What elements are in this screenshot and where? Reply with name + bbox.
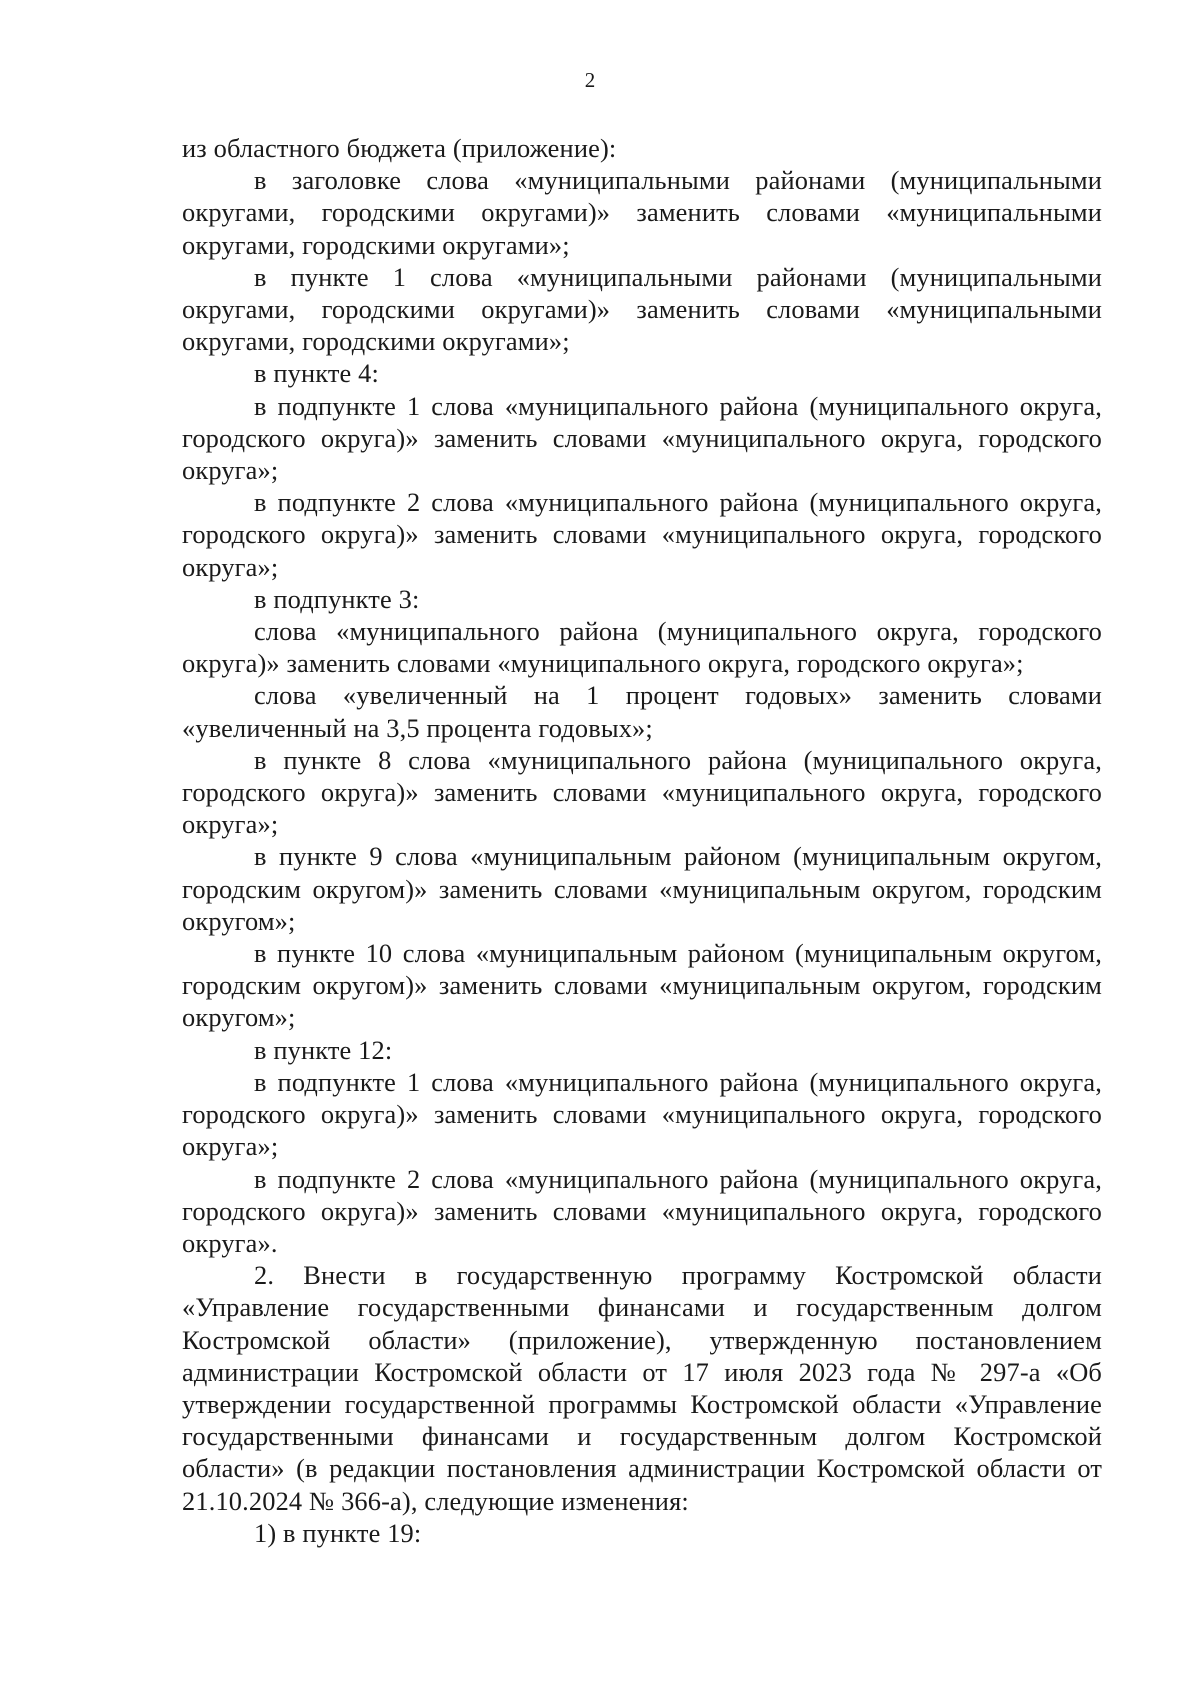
paragraph-continuation: из областного бюджета (приложение):: [182, 133, 617, 163]
paragraph-item-8-amendment: в пункте 8 слова «муниципального района (муниципального округа, городского округа)» заменить словами «муниципального округа, городского округа»;: [182, 744, 1102, 840]
paragraph-item-12-intro: в пункте 12:: [254, 1034, 393, 1065]
document-body: [182, 132, 1102, 1549]
paragraph-heading-amendment: в заголовке слова «муниципальными районами (муниципальными округами, городскими округами)» заменить словами «муниципальными округами, городскими округами»;: [182, 165, 1102, 260]
page-number: 2: [584, 68, 596, 92]
paragraph-item-12-sub-2: в подпункте 2 слова «муниципального района (муниципального округа, городского округа)» заменить словами «муниципального округа, городского округа».: [182, 1163, 1102, 1258]
paragraph-item-4-sub-3-words-1: слова «муниципального района (муниципального округа, городского округа)» заменить словами «муниципального округа, городского округа»;: [182, 616, 1102, 679]
paragraph-item-9-amendment: в пункте 9 слова «муниципальным районом (муниципальным округом, городским округом)» заменить словами «муниципальным округом, городским округом»;: [182, 841, 1102, 936]
paragraph-item-4-sub-3-words-2: слова «увеличенный на 1 процент годовых» заменить словами «увеличенный на 3,5 процента годовых»;: [182, 680, 1102, 743]
paragraph-item-1-amendment: в пункте 1 слова «муниципальными районами (муниципальными округами, городскими округами)» заменить словами «муниципальными округами, городскими округами»;: [182, 261, 1102, 357]
paragraph-section-2: 2. Внести в государственную программу Костромской области «Управление государственными финансами и государственным долгом Костромской области» (приложение), утвержденную постановлением администрации Костромской области от 17 июля 2023 года № 297-а «Об утверждении государственной программы Костромской области «Управление государственными финансами и государственным долгом Костромской области» (в редакции постановления администрации Костромской области от 21.10.2024 № 366-а), следующие изменения:: [182, 1260, 1102, 1516]
paragraph-item-4-sub-1: в подпункте 1 слова «муниципального района (муниципального округа, городского округа)» заменить словами «муниципального округа, городского округа»;: [182, 390, 1102, 486]
paragraph-item-4-intro: в пункте 4:: [254, 358, 379, 389]
paragraph-section-2-item-1: 1) в пункте 19:: [254, 1517, 422, 1548]
paragraph-item-12-sub-1: в подпункте 1 слова «муниципального района (муниципального округа, городского округа)» заменить словами «муниципального округа, городского округа»;: [182, 1066, 1102, 1162]
paragraph-item-10-amendment: в пункте 10 слова «муниципальным районом (муниципальным округом, городским округом)» заменить словами «муниципальным округом, городским округом»;: [182, 938, 1102, 1033]
paragraph-item-4-sub-2: в подпункте 2 слова «муниципального района (муниципального округа, городского округа)» заменить словами «муниципального округа, городского округа»;: [182, 487, 1102, 582]
paragraph-item-4-sub-3-intro: в подпункте 3:: [254, 583, 420, 614]
